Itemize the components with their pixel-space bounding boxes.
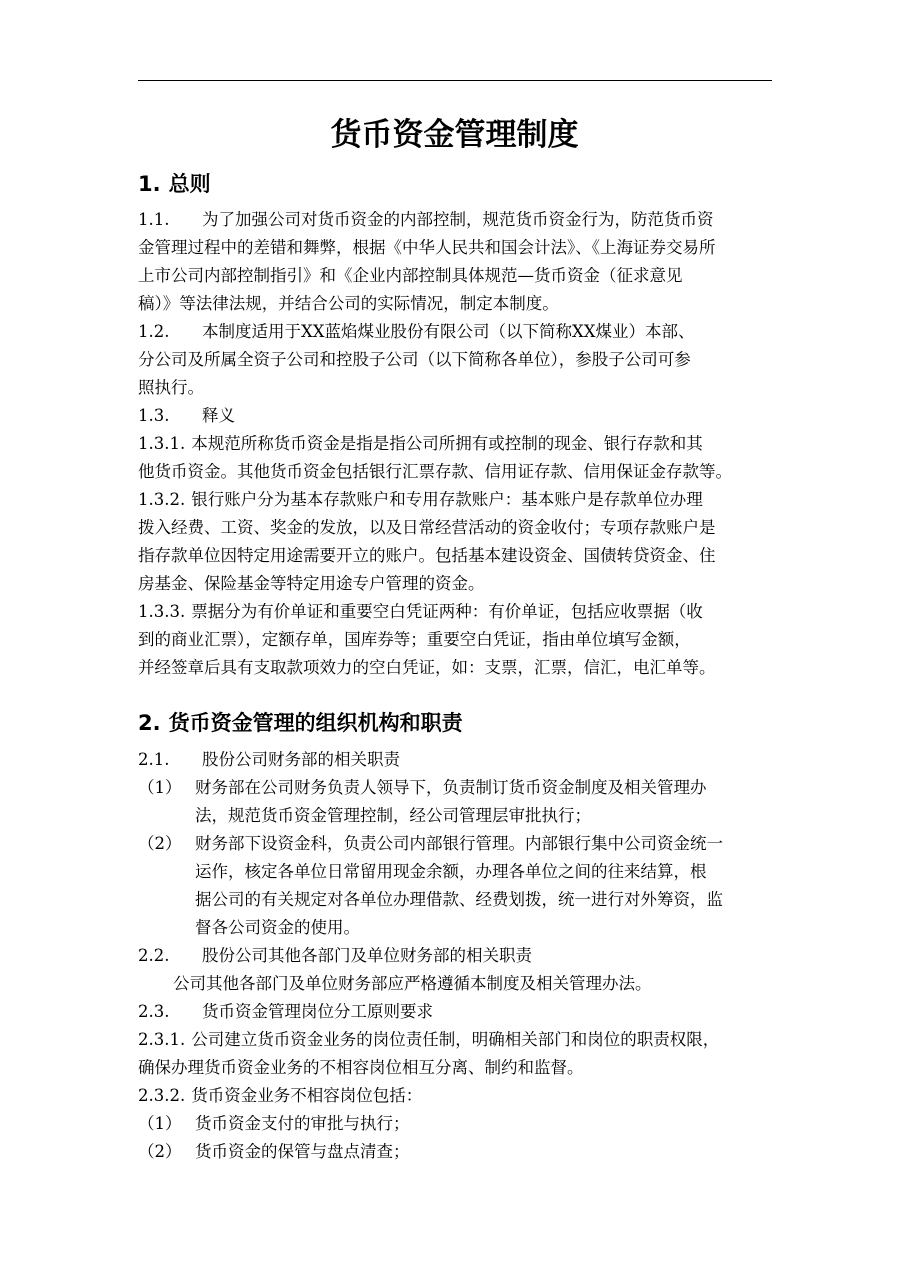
line-text: 股份公司其他各部门及单位财务部的相关职责 bbox=[202, 946, 532, 965]
list-marker: （2） bbox=[138, 1142, 182, 1161]
header-rule bbox=[138, 80, 772, 81]
section-title: 总则 bbox=[168, 172, 211, 196]
document-title: 货币资金管理制度 bbox=[330, 117, 579, 153]
line-text: 确保办理货币资金业务的不相容岗位相互分离、制约和监督。 bbox=[138, 1058, 584, 1077]
line-text: 金管理过程中的差错和舞弊，根据《中华人民共和国会计法》、《上海证券交易所 bbox=[138, 238, 716, 257]
line-text: 到的商业汇票），定额存单，国库券等；重要空白凭证，指由单位填写金额， bbox=[138, 630, 691, 649]
line-text: 财务部在公司财务负责人领导下，负责制订货币资金制度及相关管理办 bbox=[195, 778, 707, 797]
line-text: 票据分为有价单证和重要空白凭证两种：有价单证，包括应收票据（收 bbox=[191, 602, 703, 621]
paragraph-line bbox=[138, 626, 778, 654]
line-text: 并经签章后具有支取款项效力的空白凭证，如：支票，汇票，信汇，电汇单等。 bbox=[138, 658, 716, 677]
list-item bbox=[138, 774, 778, 802]
line-text: 运作，核定各单位日常留用现金余额，办理各单位之间的往来结算，根 bbox=[195, 862, 707, 881]
line-text: 释义 bbox=[202, 406, 235, 425]
section-number: 1. bbox=[138, 172, 161, 196]
line-text: 本规范所称货币资金是指是指公司所拥有或控制的现金、银行存款和其 bbox=[191, 434, 703, 453]
paragraph-line bbox=[138, 374, 778, 402]
clause-number: 1.3.1. bbox=[138, 434, 186, 453]
paragraph-line bbox=[138, 746, 778, 774]
list-item-continuation bbox=[195, 914, 778, 942]
list-item bbox=[138, 1110, 778, 1138]
line-text: 公司其他各部门及单位财务部应严格遵循本制度及相关管理办法。 bbox=[173, 974, 652, 993]
paragraph-line bbox=[138, 598, 778, 626]
paragraph-line bbox=[173, 970, 778, 998]
list-item bbox=[138, 830, 778, 858]
paragraph-line bbox=[138, 542, 778, 570]
paragraph-line bbox=[138, 262, 778, 290]
line-text: 股份公司财务部的相关职责 bbox=[202, 750, 400, 769]
line-text: 拨入经费、工资、奖金的发放，以及日常经营活动的资金收付；专项存款账户是 bbox=[138, 518, 716, 537]
line-text: 分公司及所属全资子公司和控股子公司（以下简称各单位），参股子公司可参 bbox=[138, 350, 691, 369]
list-item-continuation bbox=[195, 886, 778, 914]
clause-number: 1.1. bbox=[138, 210, 170, 229]
section-heading-2 bbox=[138, 705, 778, 741]
list-item-continuation bbox=[195, 858, 778, 886]
list-item bbox=[138, 1138, 778, 1166]
line-text: 指存款单位因特定用途需要开立的账户。包括基本建设资金、国债转贷资金、住 bbox=[138, 546, 716, 565]
line-text: 他货币资金。其他货币资金包括银行汇票存款、信用证存款、信用保证金存款等。 bbox=[138, 462, 732, 481]
paragraph-line bbox=[138, 942, 778, 970]
clause-number: 1.3. bbox=[138, 406, 170, 425]
paragraph-line bbox=[138, 1082, 778, 1110]
line-text: 银行账户分为基本存款账户和专用存款账户：基本账户是存款单位办理 bbox=[191, 490, 703, 509]
clause-number: 2.3. bbox=[138, 1002, 170, 1021]
list-marker: （1） bbox=[138, 778, 182, 797]
clause-number: 2.3.2. bbox=[138, 1086, 186, 1105]
line-text: 法，规范货币资金管理控制，经公司管理层审批执行； bbox=[195, 806, 591, 825]
list-marker: （2） bbox=[138, 834, 182, 853]
line-text: 稿）》等法律法规，并结合公司的实际情况，制定本制度。 bbox=[138, 294, 559, 313]
clause-number: 1.2. bbox=[138, 322, 170, 341]
clause-number: 1.3.2. bbox=[138, 490, 186, 509]
list-marker: （1） bbox=[138, 1114, 182, 1133]
section-title: 货币资金管理的组织机构和职责 bbox=[168, 711, 463, 735]
paragraph-line bbox=[138, 1054, 778, 1082]
clause-number: 1.3.3. bbox=[138, 602, 186, 621]
clause-number: 2.2. bbox=[138, 946, 170, 965]
paragraph-line bbox=[138, 234, 778, 262]
paragraph-line bbox=[138, 346, 778, 374]
line-text: 为了加强公司对货币资金的内部控制，规范货币资金行为，防范货币资 bbox=[202, 210, 714, 229]
line-text: 货币资金管理岗位分工原则要求 bbox=[202, 1002, 433, 1021]
paragraph-line bbox=[138, 290, 778, 318]
paragraph-line bbox=[138, 570, 778, 598]
paragraph-line bbox=[138, 654, 778, 682]
section-heading-1 bbox=[138, 166, 778, 202]
line-text: 本制度适用于XX蓝焰煤业股份有限公司（以下简称XX煤业）本部、 bbox=[202, 322, 695, 341]
clause-number: 2.3.1. bbox=[138, 1030, 186, 1049]
paragraph-line bbox=[138, 514, 778, 542]
paragraph-line bbox=[138, 1026, 778, 1054]
line-text: 房基金、保险基金等特定用途专户管理的资金。 bbox=[138, 574, 485, 593]
line-text: 上市公司内部控制指引》和《企业内部控制具体规范—货币资金（征求意见 bbox=[138, 266, 683, 285]
line-text: 货币资金支付的审批与执行； bbox=[195, 1114, 410, 1133]
paragraph-line bbox=[138, 458, 778, 486]
paragraph-line bbox=[138, 206, 778, 234]
line-text: 照执行。 bbox=[138, 378, 204, 397]
clause-number: 2.1. bbox=[138, 750, 170, 769]
line-text: 督各公司资金的使用。 bbox=[195, 918, 360, 937]
line-text: 据公司的有关规定对各单位办理借款、经费划拨，统一进行对外筹资，监 bbox=[195, 890, 723, 909]
list-item-continuation bbox=[195, 802, 778, 830]
paragraph-line bbox=[138, 486, 778, 514]
paragraph-line bbox=[138, 430, 778, 458]
line-text: 货币资金业务不相容岗位包括： bbox=[191, 1086, 423, 1105]
line-text: 公司建立货币资金业务的岗位责任制，明确相关部门和岗位的职责权限， bbox=[191, 1030, 720, 1049]
paragraph-line bbox=[138, 402, 778, 430]
paragraph-line bbox=[138, 998, 778, 1026]
line-text: 财务部下设资金科，负责公司内部银行管理。内部银行集中公司资金统一 bbox=[195, 834, 723, 853]
paragraph-line bbox=[138, 318, 778, 346]
line-text: 货币资金的保管与盘点清查； bbox=[195, 1142, 410, 1161]
section-number: 2. bbox=[138, 711, 161, 735]
